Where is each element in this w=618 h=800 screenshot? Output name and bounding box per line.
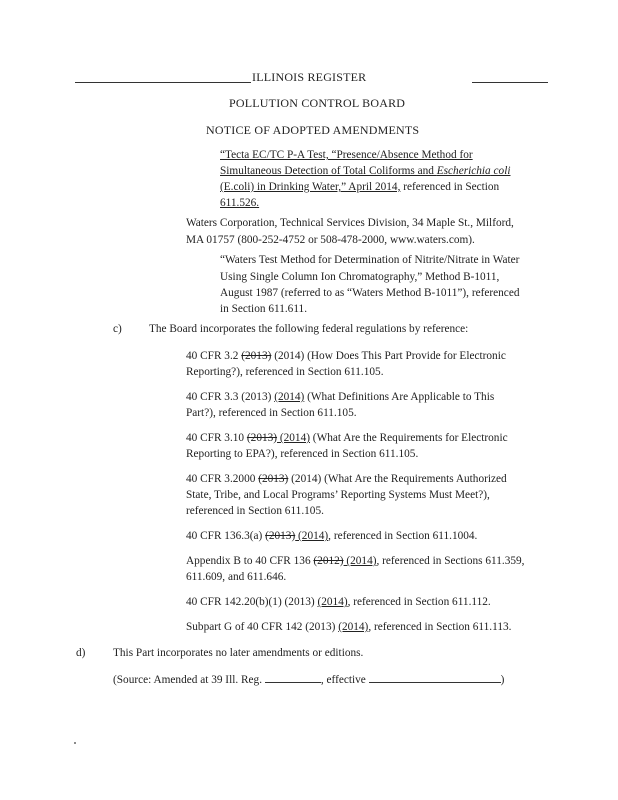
reg-4: 40 CFR 3.2000 (2013) (2014) (What Are the Requirements Authorized [186,473,507,485]
reg-4-cont-2: referenced in Section 611.105. [186,505,324,517]
reg-2-cont: Part?), referenced in Section 611.105. [186,407,357,419]
waters-method-3: August 1987 (referred to as “Waters Method B-1011”), referenced [220,287,520,299]
section-c-intro: The Board incorporates the following federal regulations by reference: [149,323,469,335]
reg-6: Appendix B to 40 CFR 136 (2012) (2014), referenced in Sections 611.359, [186,555,525,567]
reg-blank [265,671,321,683]
reg-1-cont: Reporting?), referenced in Section 611.105. [186,366,384,378]
section-d-text: This Part incorporates no later amendments or editions. [113,647,364,659]
reg-6-cont: 611.609, and 611.646. [186,571,287,583]
reg-3-cont: Reporting to EPA?), referenced in Section 611.105. [186,448,419,460]
reg-5: 40 CFR 136.3(a) (2013) (2014), referenced in Section 611.1004. [186,530,478,542]
register-title: ILLINOIS REGISTER [252,70,367,84]
reg-3: 40 CFR 3.10 (2013) (2014) (What Are the Requirements for Electronic [186,432,508,444]
reg-8: Subpart G of 40 CFR 142 (2013) (2014), referenced in Section 611.113. [186,621,512,633]
header-rule-right [472,82,548,83]
waters-method-4: in Section 611.611. [220,303,308,315]
reg-1: 40 CFR 3.2 (2013) (2014) (How Does This Part Provide for Electronic [186,350,506,362]
section-c-marker: c) [113,323,122,335]
waters-method-1: “Waters Test Method for Determination of Nitrite/Nitrate in Water [220,254,520,266]
tecta-line-3: (E.coli) in Drinking Water,” April 2014, referenced in Section [220,181,500,193]
tecta-line-2: Simultaneous Detection of Total Coliforms and Escherichia coli [220,165,511,177]
reg-4-cont-1: State, Tribe, and Local Programs’ Reporting Systems Must Meet?), [186,489,490,501]
notice-title: NOTICE OF ADOPTED AMENDMENTS [206,123,420,137]
reg-7: 40 CFR 142.20(b)(1) (2013) (2014), referenced in Section 611.112. [186,596,491,608]
waters-method-2: Using Single Column Ion Chromatography,” Method B-1011, [220,271,500,283]
header-rule-left [75,82,251,83]
section-d-marker: d) [76,647,86,659]
tecta-line-4: 611.526. [220,197,260,209]
waters-address-2: MA 01757 (800-252-4752 or 508-478-2000, www.waters.com). [186,234,475,246]
tecta-line-1: “Tecta EC/TC P-A Test, “Presence/Absence Method for [220,149,473,161]
source-note: (Source: Amended at 39 Ill. Reg. , effective ) [113,671,504,689]
reg-2: 40 CFR 3.3 (2013) (2014) (What Definitions Are Applicable to This [186,391,495,403]
scan-speck [74,742,76,744]
effective-blank [369,671,501,683]
board-title: POLLUTION CONTROL BOARD [229,96,406,110]
waters-address-1: Waters Corporation, Technical Services Division, 34 Maple St., Milford, [186,217,514,229]
